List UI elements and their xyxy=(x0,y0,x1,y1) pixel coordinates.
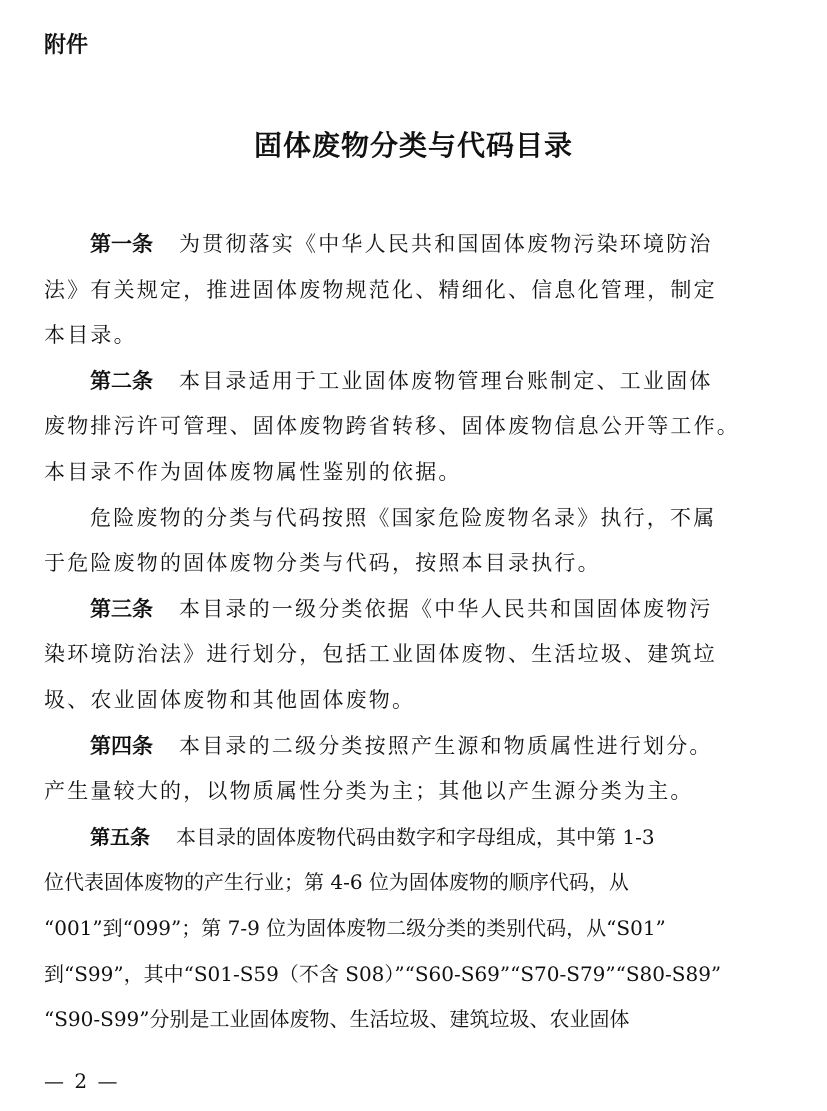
article-3-number: 第三条 xyxy=(90,596,153,621)
article-2-line-3: 本目录不作为固体废物属性鉴别的依据。 xyxy=(44,459,462,484)
article-2 xyxy=(44,359,746,496)
article-4-number: 第四条 xyxy=(90,733,153,758)
article-1-line-3: 本目录。 xyxy=(44,323,137,348)
hazardous-paragraph-line-2: 于危险废物的固体废物分类与代码，按照本目录执行。 xyxy=(44,551,601,576)
article-3-text-1: 本目录的一级分类依据《中华人民共和国固体废物污 xyxy=(179,596,713,621)
article-2-line-1 xyxy=(44,359,746,405)
article-1-line-2: 法》有关规定，推进固体废物规范化、精细化、信息化管理，制定 xyxy=(44,277,717,302)
attachment-label: 附件 xyxy=(44,33,89,58)
article-3-line-2: 染环境防治法》进行划分，包括工业固体废物、生活垃圾、建筑垃 xyxy=(44,642,717,667)
hazardous-paragraph-line-1: 危险废物的分类与代码按照《国家危险废物名录》执行，不属 xyxy=(90,505,717,530)
article-3-line-1 xyxy=(44,587,746,633)
article-5-line-5: “S90-S99”分别是工业固体废物、生活垃圾、建筑垃圾、农业固体 xyxy=(44,1007,630,1032)
article-3 xyxy=(44,587,746,724)
document-title: 固体废物分类与代码目录 xyxy=(253,129,573,162)
article-4-text-1: 本目录的二级分类按照产生源和物质属性进行划分。 xyxy=(179,733,713,758)
article-5 xyxy=(44,815,746,1043)
article-4-line-2: 产生量较大的，以物质属性分类为主；其他以产生源分类为主。 xyxy=(44,779,694,804)
article-3-line-3: 圾、农业固体废物和其他固体废物。 xyxy=(44,687,416,712)
article-4-line-1 xyxy=(44,724,746,770)
article-2-number: 第二条 xyxy=(90,368,153,393)
article-1-number: 第一条 xyxy=(90,232,153,256)
article-2-line-2: 废物排污许可管理、固体废物跨省转移、固体废物信息公开等工作。 xyxy=(44,414,740,439)
article-5-line-3: “001”到“099”；第 7-9 位为固体废物二级分类的类别代码，从“S01” xyxy=(44,915,666,940)
hazardous-waste-paragraph xyxy=(44,496,746,587)
article-5-line-4: 到“S99”，其中“S01-S59（不含 S08）”“S60-S69”“S70-S79”“S80-S89” xyxy=(44,961,722,986)
article-5-number: 第五条 xyxy=(90,824,150,849)
page-number: — 2 — xyxy=(44,1069,120,1093)
article-1 xyxy=(44,222,746,359)
document-body xyxy=(44,222,746,1043)
article-1-line-1 xyxy=(44,222,746,268)
article-5-text-1: 本目录的固体废物代码由数字和字母组成，其中第 1-3 xyxy=(176,824,655,849)
article-1-text-1: 为贯彻落实《中华人民共和国固体废物污染环境防治 xyxy=(179,232,713,256)
article-5-line-2: 位代表固体废物的产生行业；第 4-6 位为固体废物的顺序代码，从 xyxy=(44,870,629,895)
article-2-text-1: 本目录适用于工业固体废物管理台账制定、工业固体 xyxy=(179,368,713,393)
article-4 xyxy=(44,724,746,815)
article-5-line-1 xyxy=(44,815,746,861)
